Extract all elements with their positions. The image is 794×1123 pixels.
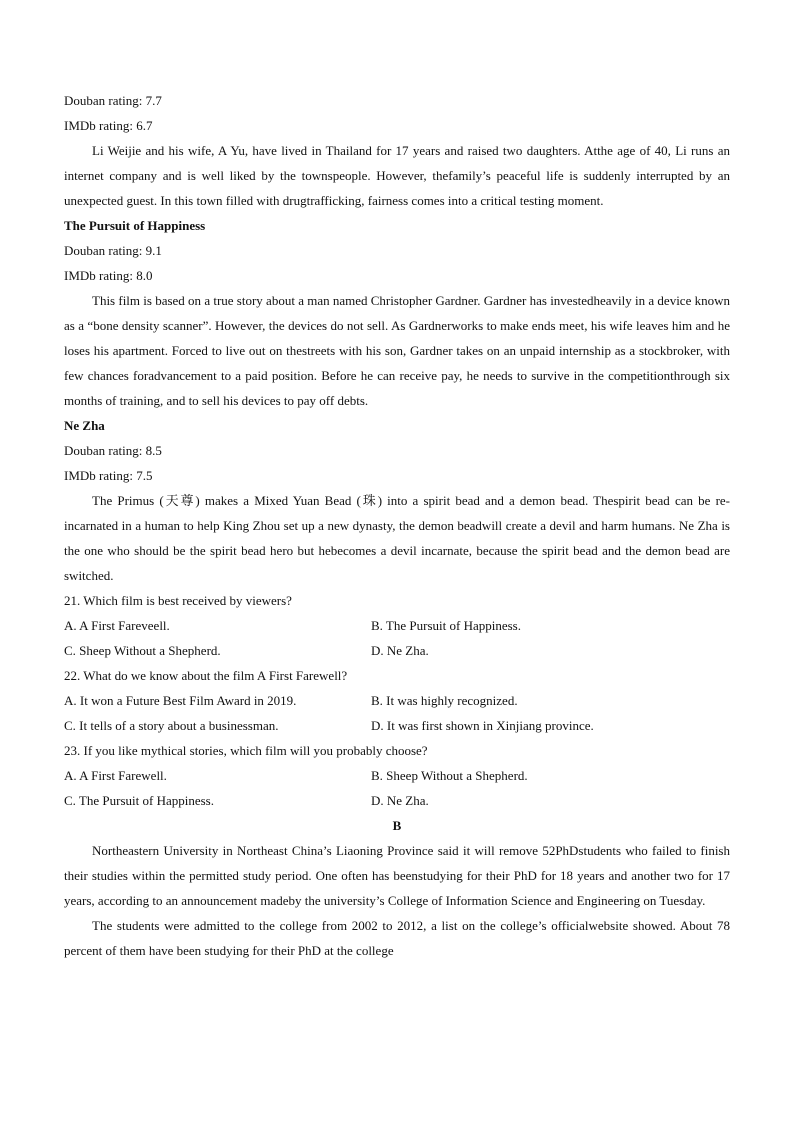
q23-option-c: C. The Pursuit of Happiness.	[64, 793, 214, 808]
q22-option-c: C. It tells of a story about a businessman.	[64, 718, 279, 733]
q23-options-row-2	[64, 788, 730, 813]
question-21: 21. Which film is best received by viewers?	[64, 593, 292, 608]
film2-imdb-rating: IMDb rating: 8.0	[64, 268, 153, 283]
film3-douban-rating: Douban rating: 8.5	[64, 443, 162, 458]
q23-options-row-1	[64, 763, 730, 788]
film3-title: Ne Zha	[64, 418, 105, 433]
film1-douban-rating: Douban rating: 7.7	[64, 93, 162, 108]
q22-option-d: D. It was first shown in Xinjiang province.	[371, 718, 594, 733]
q23-option-d: D. Ne Zha.	[371, 793, 429, 808]
q21-option-b: B. The Pursuit of Happiness.	[371, 618, 521, 633]
document-page	[64, 88, 730, 963]
film3-description: The Primus (天尊) makes a Mixed Yuan Bead (珠) into a spirit bead and a demon bead. Thespirit bead can be re-incarnated in a human to help King Zhou set up a new dynasty, the demon beadwill create a devil and harm humans. Ne Zha is the one who should be the spirit bead hero but hebecomes a devil incarnate, because the spirit bead and the demon bead are switched.	[64, 493, 730, 583]
section-b-paragraph-1: Northeastern University in Northeast China’s Liaoning Province said it will remove 52PhDstudents who failed to finish their studies within the permitted study period. One often has beenstudying for their PhD for 18 years and another two for 17 years, according to an announcement madeby the university’s College of Information Science and Engineering on Tuesday.	[64, 843, 730, 908]
q23-option-a: A. A First Farewell.	[64, 768, 167, 783]
q21-options-row-2	[64, 638, 730, 663]
film3-imdb-rating: IMDb rating: 7.5	[64, 468, 153, 483]
q22-option-a: A. It won a Future Best Film Award in 2019.	[64, 693, 297, 708]
film1-imdb-rating: IMDb rating: 6.7	[64, 118, 153, 133]
film1-description: Li Weijie and his wife, A Yu, have lived in Thailand for 17 years and raised two daughters. Atthe age of 40, Li runs an internet company and is well liked by the townspeople. However, thefamily’s peaceful life is suddenly interrupted by an unexpected guest. In this town filled with drugtrafficking, fairness comes into a critical testing moment.	[64, 143, 730, 208]
question-23: 23. If you like mythical stories, which film will you probably choose?	[64, 743, 428, 758]
question-22: 22. What do we know about the film A First Farewell?	[64, 668, 348, 683]
section-b-heading: B	[392, 818, 402, 833]
film2-douban-rating: Douban rating: 9.1	[64, 243, 162, 258]
q22-options-row-2	[64, 713, 730, 738]
film2-title: The Pursuit of Happiness	[64, 218, 206, 233]
q22-option-b: B. It was highly recognized.	[371, 693, 518, 708]
film2-description: This film is based on a true story about a man named Christopher Gardner. Gardner has investedheavily in a device known as a “bone density scanner”. However, the devices do not sell. As Gardnerworks to make ends meet, his wife leaves him and he loses his apartment. Forced to live out on thestreets with his son, Gardner takes on an unpaid internship as a stockbroker, with few chances foradvancement to a paid position. Before he can receive pay, he needs to survive in the competitionthrough six months of training, and to sell his devices to pay off debts.	[64, 293, 730, 408]
q21-options-row-1	[64, 613, 730, 638]
section-b-paragraph-2: The students were admitted to the college from 2002 to 2012, a list on the college’s officialwebsite showed. About 78 percent of them have been studying for their PhD at the college	[64, 918, 730, 958]
q22-options-row-1	[64, 688, 730, 713]
q21-option-c: C. Sheep Without a Shepherd.	[64, 643, 221, 658]
q21-option-a: A. A First Fareveell.	[64, 618, 170, 633]
q23-option-b: B. Sheep Without a Shepherd.	[371, 768, 528, 783]
q21-option-d: D. Ne Zha.	[371, 643, 429, 658]
